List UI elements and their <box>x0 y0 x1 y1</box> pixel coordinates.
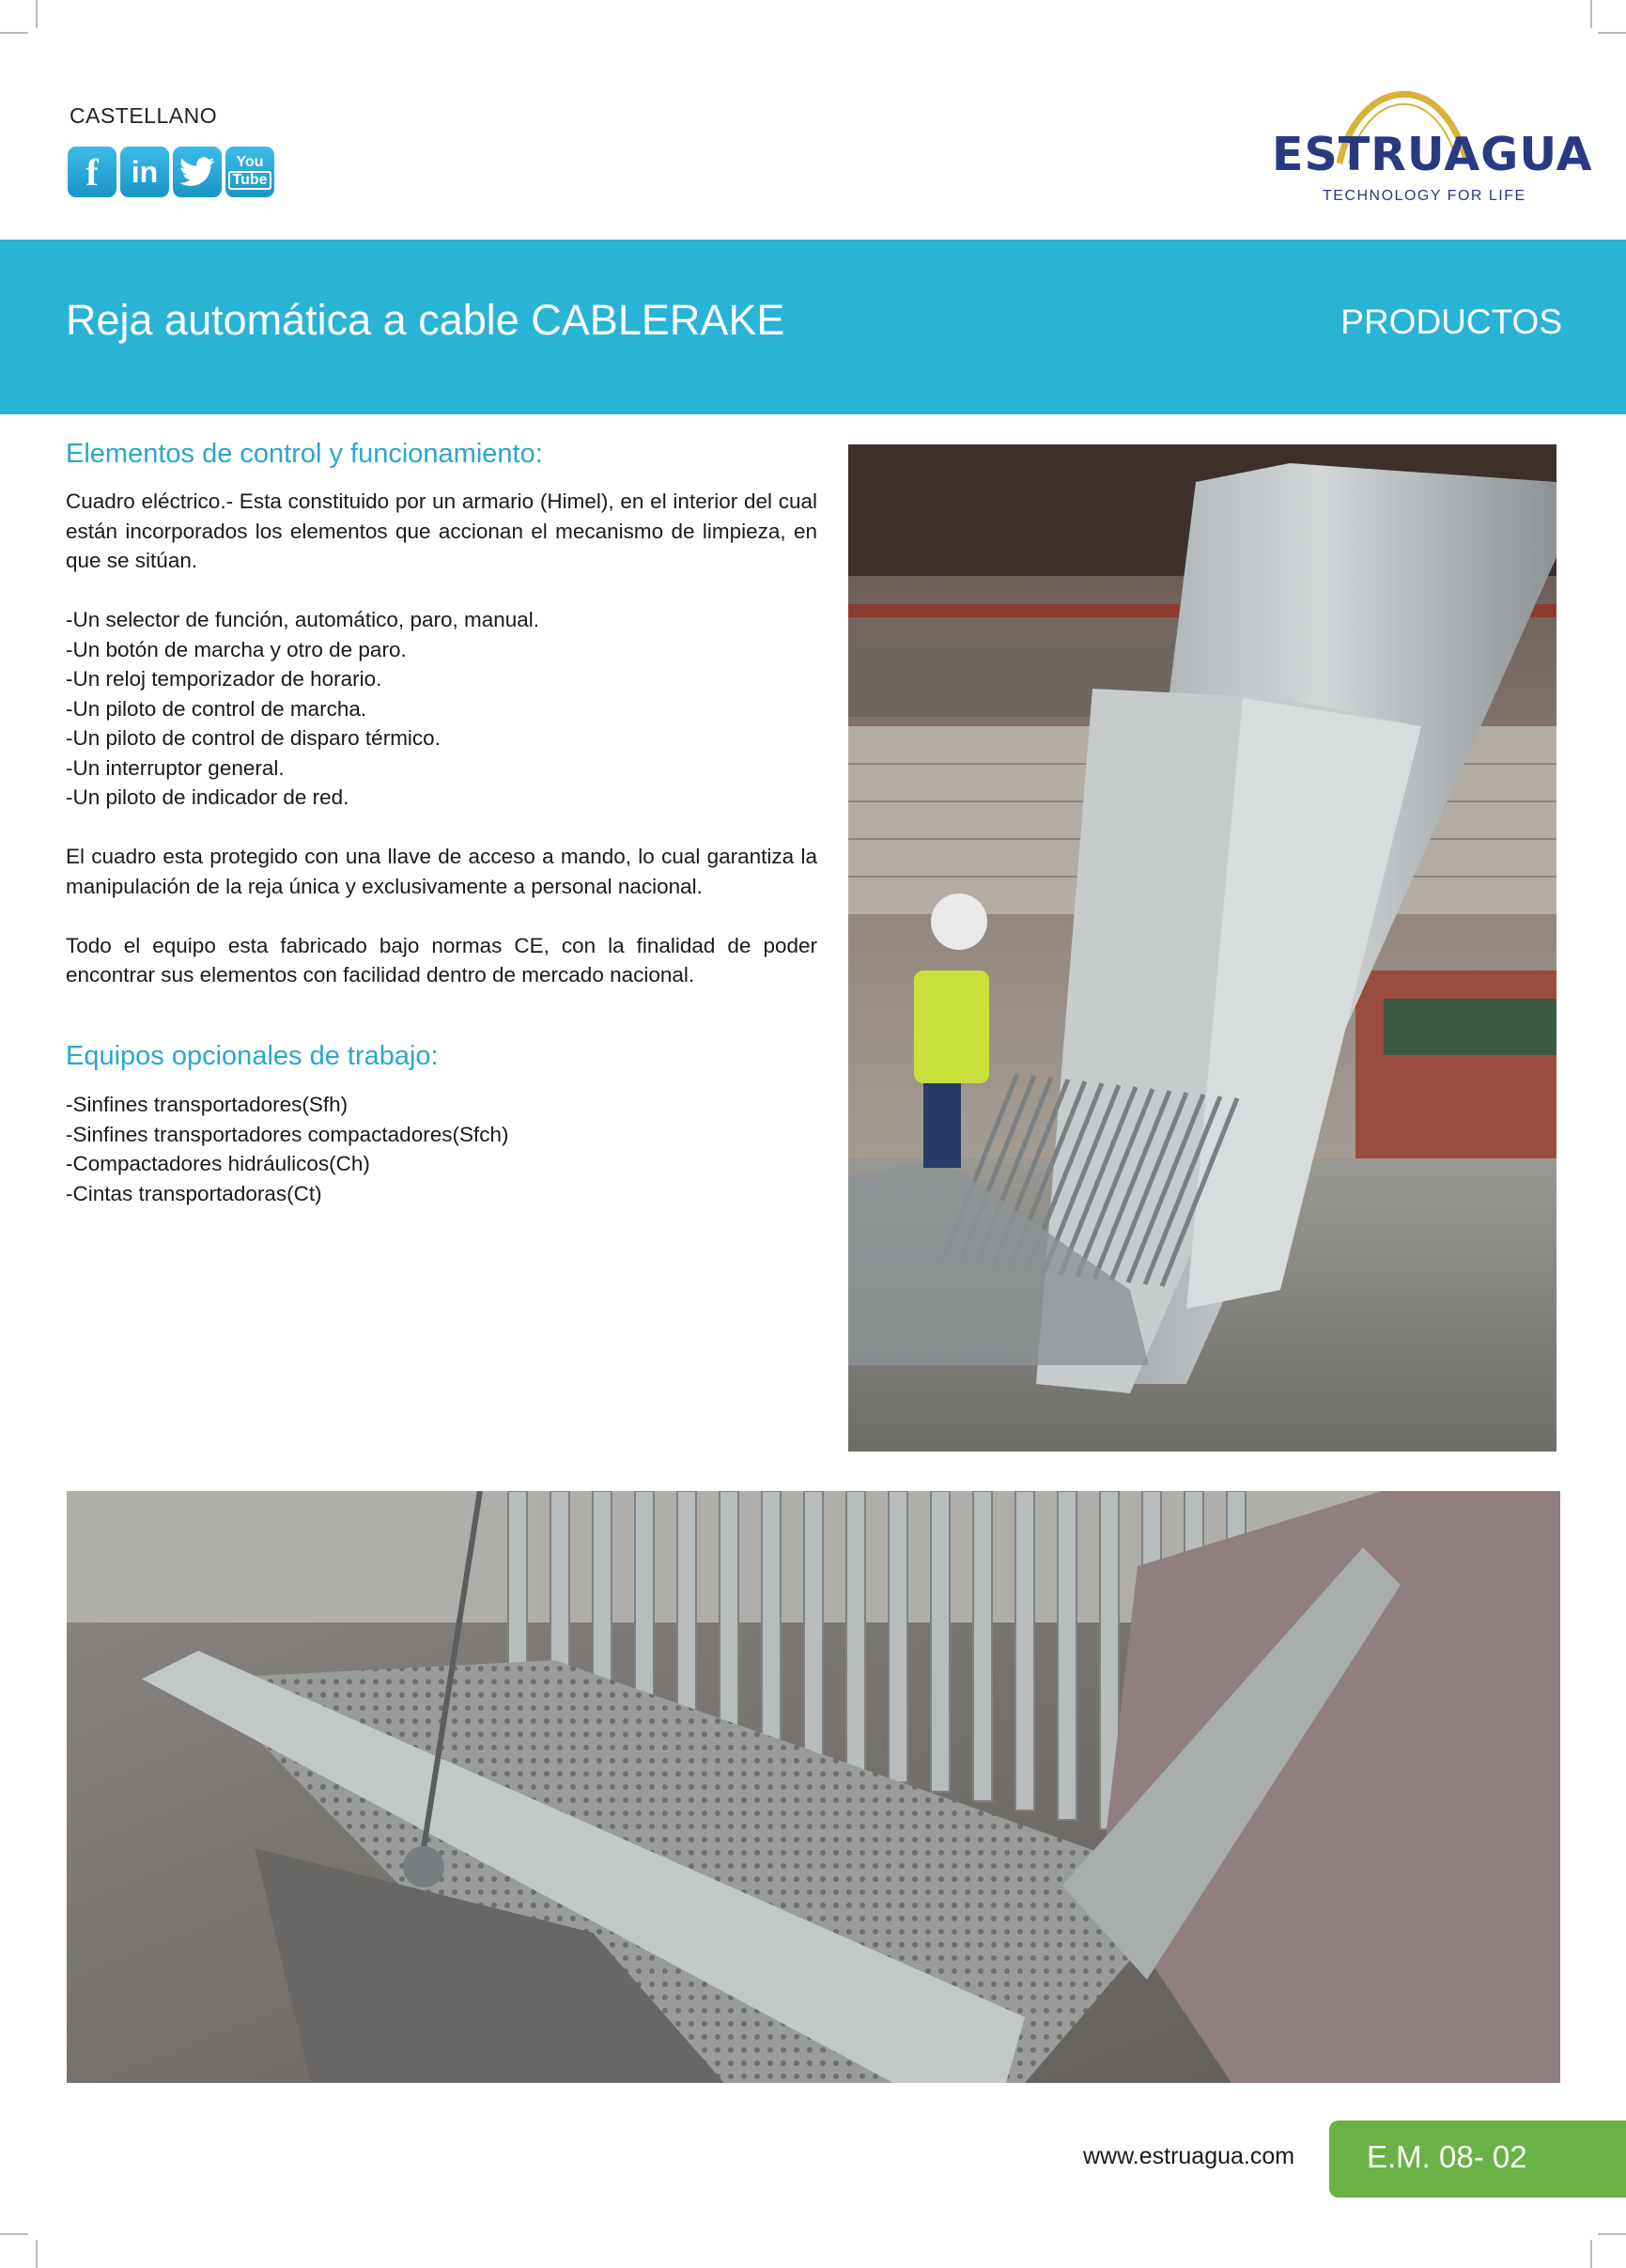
crop-mark <box>0 32 28 34</box>
list-item: -Un piloto de control de marcha. <box>66 696 367 721</box>
logo-tagline: TECHNOLOGY FOR LIFE <box>1323 188 1526 204</box>
youtube-glyph-bottom: Tube <box>228 171 271 190</box>
page-title: Reja automática a cable CABLERAKE <box>66 296 785 344</box>
section-heading-optional: Equipos opcionales de trabajo: <box>66 1041 439 1071</box>
youtube-icon[interactable] <box>225 147 274 197</box>
estruagua-logo[interactable] <box>1272 71 1593 212</box>
intro-paragraph: Cuadro eléctrico.- Esta constituido por un armario (Himel), en el interior del cual están incorporados los elementos que accionan el mecanismo de limpieza, en que se sitúan. <box>66 489 817 572</box>
language-label[interactable]: CASTELLANO <box>70 103 218 128</box>
section-heading-control: Elementos de control y funcionamiento: <box>66 439 543 469</box>
list-item: -Un botón de marcha y otro de paro. <box>66 637 407 661</box>
document-code-badge <box>1329 2120 1626 2198</box>
facebook-icon[interactable] <box>68 147 116 197</box>
list-item: -Un piloto de control de disparo térmico. <box>66 726 441 750</box>
list-item: -Compactadores hidráulicos(Ch) <box>66 1152 370 1175</box>
list-item: -Un selector de función, automático, paro, manual. <box>66 608 540 631</box>
logo-name: ESTRUAGUA <box>1272 128 1593 181</box>
linkedin-icon[interactable] <box>120 147 169 197</box>
document-code: E.M. 08- 02 <box>1367 2139 1527 2174</box>
section-label[interactable]: PRODUCTOS <box>1340 303 1562 341</box>
crop-mark <box>1598 32 1626 34</box>
list-item: -Un reloj temporizador de horario. <box>66 667 382 691</box>
twitter-bird-icon <box>179 157 215 187</box>
ce-norms-paragraph: Todo el equipo esta fabricado bajo normas CE, con la finalidad de poder encontrar sus elementos con facilidad dentro de mercado nacional. <box>66 933 817 986</box>
crop-mark <box>1598 2233 1626 2235</box>
crop-mark <box>36 2240 38 2268</box>
crop-mark <box>1590 0 1592 28</box>
website-link[interactable]: www.estruagua.com <box>1083 2143 1295 2169</box>
photo-machine-illustration <box>848 444 1556 1452</box>
crop-mark <box>0 2233 28 2235</box>
crop-mark <box>36 0 38 28</box>
linkedin-glyph: in <box>131 154 159 189</box>
section-optional-body <box>66 1090 817 1208</box>
facebook-glyph: f <box>85 150 99 194</box>
photo-closeup-illustration <box>67 1491 1560 2083</box>
social-links <box>68 147 274 197</box>
title-banner <box>0 240 1626 414</box>
crop-mark <box>1590 2240 1592 2268</box>
product-photo-closeup <box>67 1491 1560 2083</box>
list-item: -Sinfines transportadores compactadores(Sfch) <box>66 1122 509 1146</box>
list-item: -Cintas transportadoras(Ct) <box>66 1181 322 1205</box>
list-item: -Un interruptor general. <box>66 755 285 780</box>
product-photo-machine <box>848 444 1556 1452</box>
list-item: -Un piloto de indicador de red. <box>66 785 349 809</box>
section-control-body <box>66 487 817 990</box>
protection-paragraph: El cuadro esta protegido con una llave de acceso a mando, lo cual garantiza la manipulación de la reja única y exclusivamente a personal nacional. <box>66 845 817 898</box>
youtube-glyph-top: You <box>236 153 264 170</box>
list-item: -Sinfines transportadores(Sfh) <box>66 1093 348 1116</box>
twitter-icon[interactable] <box>173 147 222 197</box>
